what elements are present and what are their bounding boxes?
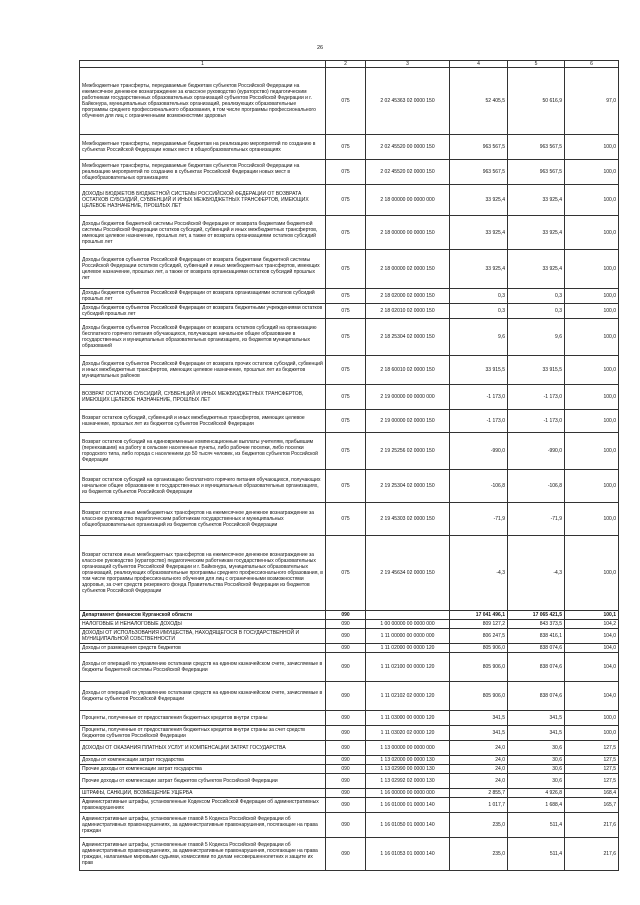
row-description: Департамент финансов Курганской области	[80, 611, 326, 620]
row-actual-amount: 0,3	[508, 289, 565, 304]
row-percent: 104,2	[565, 620, 619, 629]
row-classification-code: 2 19 45634 02 0000 150	[366, 536, 450, 611]
row-actual-amount: 33 915,5	[508, 356, 565, 385]
row-classification-code: 1 11 03000 00 0000 120	[366, 711, 450, 726]
row-classification-code: 2 02 45363 02 0000 150	[366, 68, 450, 135]
revenue-table	[79, 60, 619, 871]
table-row	[80, 410, 619, 433]
row-plan-amount: 806 247,5	[450, 629, 508, 644]
row-actual-amount: 30,6	[508, 765, 565, 774]
row-actual-amount: 341,5	[508, 726, 565, 741]
row-plan-amount: 0,3	[450, 289, 508, 304]
row-classification-code: 1 11 02000 00 0000 120	[366, 644, 450, 653]
row-plan-amount: 52 405,5	[450, 68, 508, 135]
row-percent: 104,0	[565, 644, 619, 653]
row-description: Доходы от размещения средств бюджетов	[80, 644, 326, 653]
table-row	[80, 536, 619, 611]
row-percent: 100,0	[565, 250, 619, 289]
row-classification-code: 2 18 02010 02 0000 150	[366, 304, 450, 319]
row-actual-amount: 843 373,5	[508, 620, 565, 629]
row-description: Доходы бюджетов субъектов Российской Федерации от возврата организациями остатков субсидий прошлых лет	[80, 289, 326, 304]
row-actual-amount: 838 074,6	[508, 682, 565, 711]
row-description: Проценты, полученные от предоставления бюджетных кредитов внутри страны за счет средств бюджетов субъектов Российской Федерации	[80, 726, 326, 741]
row-description: Межбюджетные трансферты, передаваемые бюджетам субъектов Российской Федерации на ежемесячное денежное вознаграждение за классное руководство (кураторство) педагогическим работникам государственных образовательных организаций субъектов Российской Федерации и г. Байконура, муниципальных образовательных организаций, реализующих образовательные программы среднего профессионального образования, в том числе программы профессионального обучения для лиц с ограниченными возможностями здоровья	[80, 68, 326, 135]
row-admin-code: 090	[326, 798, 366, 813]
row-classification-code: 2 18 25304 02 0000 150	[366, 319, 450, 356]
row-admin-code: 075	[326, 250, 366, 289]
row-actual-amount: -1 173,0	[508, 410, 565, 433]
row-plan-amount: 341,5	[450, 726, 508, 741]
row-description: Доходы бюджетов субъектов Российской Федерации от возврата бюджетами бюджетной системы Российской Федерации остатков субсидий, субвенций и иных межбюджетных трансфертов, имеющих целевое назначение, прошлых лет, а также от возврата организациями остатков субсидий прошлых лет	[80, 250, 326, 289]
table-row	[80, 289, 619, 304]
row-percent: 100,0	[565, 503, 619, 536]
row-percent: 100,0	[565, 385, 619, 410]
row-actual-amount: 838 074,6	[508, 653, 565, 682]
row-description: Доходы бюджетов бюджетной системы Российской Федерации от возврата бюджетами бюджетной системы Российской Федерации остатков субсидий, субвенций и иных межбюджетных трансфертов, имеющих целевое назначение, прошлых лет, а также от возврата организациями остатков субсидий прошлых лет	[80, 216, 326, 250]
row-classification-code: 1 11 02100 00 0000 120	[366, 653, 450, 682]
row-percent: 100,0	[565, 536, 619, 611]
row-actual-amount: 30,6	[508, 741, 565, 756]
row-plan-amount: 805 906,0	[450, 653, 508, 682]
row-admin-code: 075	[326, 410, 366, 433]
row-actual-amount: 30,6	[508, 756, 565, 765]
row-classification-code	[366, 611, 450, 620]
row-plan-amount: -1 173,0	[450, 410, 508, 433]
row-actual-amount: 33 925,4	[508, 216, 565, 250]
row-plan-amount: 235,0	[450, 838, 508, 871]
row-admin-code: 075	[326, 470, 366, 503]
row-actual-amount: 511,4	[508, 813, 565, 838]
row-description: Возврат остатков субсидий, субвенций и иных межбюджетных трансфертов, имеющих целевое назначение, прошлых лет из бюджетов субъектов Российской Федерации	[80, 410, 326, 433]
row-description: Доходы бюджетов субъектов Российской Федерации от возврата прочих остатков субсидий, субвенций и иных межбюджетных трансфертов, имеющих целевое назначение, прошлых лет из бюджетов муниципальных районов	[80, 356, 326, 385]
row-plan-amount: 809 127,2	[450, 620, 508, 629]
table-row	[80, 756, 619, 765]
row-classification-code: 2 19 00000 02 0000 150	[366, 410, 450, 433]
table-row	[80, 726, 619, 741]
page-number: 26	[316, 45, 324, 51]
table-row	[80, 629, 619, 644]
row-description: НАЛОГОВЫЕ И НЕНАЛОГОВЫЕ ДОХОДЫ	[80, 620, 326, 629]
row-classification-code: 2 19 25304 02 0000 150	[366, 470, 450, 503]
row-admin-code: 090	[326, 838, 366, 871]
row-actual-amount: -71,9	[508, 503, 565, 536]
table-row	[80, 385, 619, 410]
row-percent: 100,0	[565, 356, 619, 385]
row-classification-code: 1 11 03020 02 0000 120	[366, 726, 450, 741]
row-description: ШТРАФЫ, САНКЦИИ, ВОЗМЕЩЕНИЕ УЩЕРБА	[80, 789, 326, 798]
row-percent: 217,6	[565, 838, 619, 871]
row-percent: 100,0	[565, 410, 619, 433]
row-admin-code: 090	[326, 789, 366, 798]
row-classification-code: 2 18 60010 02 0000 150	[366, 356, 450, 385]
row-plan-amount: 24,0	[450, 774, 508, 789]
row-actual-amount: 0,3	[508, 304, 565, 319]
table-row	[80, 433, 619, 470]
row-percent: 168,4	[565, 789, 619, 798]
row-classification-code: 1 11 02102 02 0000 120	[366, 682, 450, 711]
row-admin-code: 075	[326, 304, 366, 319]
row-actual-amount: -990,0	[508, 433, 565, 470]
row-plan-amount: 963 567,5	[450, 160, 508, 185]
row-description: Возврат остатков субсидий на единовременные компенсационные выплаты учителям, прибывшим (переехавшим) на работу в сельские населенные пункты, либо рабочие поселки, либо поселки городского типа, либо города с населением до 50 тысяч человек, из бюджетов субъектов Российской Федерации	[80, 433, 326, 470]
row-actual-amount: -106,8	[508, 470, 565, 503]
row-admin-code: 090	[326, 611, 366, 620]
row-classification-code: 1 16 01053 01 0000 140	[366, 838, 450, 871]
row-admin-code: 090	[326, 644, 366, 653]
row-description: Межбюджетные трансферты, передаваемые бюджетам субъектов Российской Федерации на реализацию мероприятий по созданию в субъектах Российской Федерации новых мест в общеобразовательных организациях	[80, 160, 326, 185]
row-description: ДОХОДЫ ОТ ОКАЗАНИЯ ПЛАТНЫХ УСЛУГ И КОМПЕНСАЦИИ ЗАТРАТ ГОСУДАРСТВА	[80, 741, 326, 756]
row-description: Доходы от операций по управлению остатками средств на едином казначейском счете, зачисляемые в бюджеты бюджетной системы Российской Федерации	[80, 653, 326, 682]
row-admin-code: 090	[326, 711, 366, 726]
row-admin-code: 075	[326, 319, 366, 356]
table-row	[80, 682, 619, 711]
row-classification-code: 2 19 00000 00 0000 000	[366, 385, 450, 410]
row-admin-code: 075	[326, 135, 366, 160]
row-description: Доходы бюджетов субъектов Российской Федерации от возврата остатков субсидий на организацию бесплатного горячего питания обучающихся, получающих начальное общее образование в государственных и муниципальных образовательных организациях, из бюджетов муниципальных образований	[80, 319, 326, 356]
row-admin-code: 090	[326, 756, 366, 765]
row-actual-amount: 838 074,6	[508, 644, 565, 653]
row-classification-code: 2 18 02000 02 0000 150	[366, 289, 450, 304]
row-admin-code: 090	[326, 726, 366, 741]
row-classification-code: 1 13 02000 00 0000 130	[366, 756, 450, 765]
table-row	[80, 838, 619, 871]
row-actual-amount: 963 567,5	[508, 160, 565, 185]
table-row	[80, 789, 619, 798]
row-percent: 104,0	[565, 653, 619, 682]
row-actual-amount: -4,3	[508, 536, 565, 611]
row-description: Проценты, полученные от предоставления бюджетных кредитов внутри страны	[80, 711, 326, 726]
row-plan-amount: -1 173,0	[450, 385, 508, 410]
row-plan-amount: 0,3	[450, 304, 508, 319]
row-plan-amount: 805 906,0	[450, 644, 508, 653]
row-actual-amount: 1 688,4	[508, 798, 565, 813]
row-description: ДОХОДЫ ОТ ИСПОЛЬЗОВАНИЯ ИМУЩЕСТВА, НАХОДЯЩЕГОСЯ В ГОСУДАРСТВЕННОЙ И МУНИЦИПАЛЬНОЙ СОБСТВЕННОСТИ	[80, 629, 326, 644]
column-number-row	[80, 61, 619, 68]
row-description: Возврат остатков иных межбюджетных трансфертов на ежемесячное денежное вознаграждение за классное руководство педагогическим работникам государственных и муниципальных общеобразовательных организаций из бюджетов субъектов Российской Федерации	[80, 503, 326, 536]
row-admin-code: 075	[326, 536, 366, 611]
row-classification-code: 2 02 45520 02 0000 150	[366, 160, 450, 185]
row-percent: 100,0	[565, 433, 619, 470]
row-plan-amount: 1 017,7	[450, 798, 508, 813]
row-admin-code: 075	[326, 160, 366, 185]
row-description: Межбюджетные трансферты, передаваемые бюджетам на реализацию мероприятий по созданию в субъектах Российской Федерации новых мест в общеобразовательных организациях	[80, 135, 326, 160]
row-actual-amount: 30,6	[508, 774, 565, 789]
row-admin-code: 090	[326, 620, 366, 629]
row-description: ВОЗВРАТ ОСТАТКОВ СУБСИДИЙ, СУБВЕНЦИЙ И ИНЫХ МЕЖБЮДЖЕТНЫХ ТРАНСФЕРТОВ, ИМЕЮЩИХ ЦЕЛЕВОЕ НАЗНАЧЕНИЕ, ПРОШЛЫХ ЛЕТ	[80, 385, 326, 410]
table-row	[80, 68, 619, 135]
table-row	[80, 304, 619, 319]
column-header-6: 6	[565, 61, 619, 68]
row-classification-code: 2 18 00000 00 0000 150	[366, 216, 450, 250]
column-header-4: 4	[450, 61, 508, 68]
row-percent: 100,0	[565, 289, 619, 304]
row-actual-amount: 33 925,4	[508, 185, 565, 216]
table-row	[80, 813, 619, 838]
row-percent: 165,7	[565, 798, 619, 813]
row-classification-code: 1 13 00000 00 0000 000	[366, 741, 450, 756]
row-plan-amount: 17 041 496,1	[450, 611, 508, 620]
row-percent: 104,0	[565, 629, 619, 644]
row-plan-amount: 341,5	[450, 711, 508, 726]
row-percent: 100,0	[565, 319, 619, 356]
row-plan-amount: 9,6	[450, 319, 508, 356]
row-admin-code: 090	[326, 653, 366, 682]
row-plan-amount: 24,0	[450, 756, 508, 765]
row-classification-code: 2 18 00000 02 0000 150	[366, 250, 450, 289]
row-classification-code: 1 13 02990 00 0000 130	[366, 765, 450, 774]
row-classification-code: 1 16 01000 01 0000 140	[366, 798, 450, 813]
table-row	[80, 644, 619, 653]
table-row	[80, 765, 619, 774]
row-description: Доходы бюджетов субъектов Российской Федерации от возврата бюджетными учреждениями остатков субсидий прошлых лет	[80, 304, 326, 319]
row-percent: 100,0	[565, 160, 619, 185]
row-description: Доходы от операций по управлению остатками средств на едином казначейском счете, зачисляемые в бюджеты субъектов Российской Федерации	[80, 682, 326, 711]
row-classification-code: 2 19 45303 02 0000 150	[366, 503, 450, 536]
row-plan-amount: 24,0	[450, 741, 508, 756]
row-description: ДОХОДЫ БЮДЖЕТОВ БЮДЖЕТНОЙ СИСТЕМЫ РОССИЙСКОЙ ФЕДЕРАЦИИ ОТ ВОЗВРАТА ОСТАТКОВ СУБСИДИЙ, СУБВЕНЦИЙ И ИНЫХ МЕЖБЮДЖЕТНЫХ ТРАНСФЕРТОВ, ИМЕЮЩИХ ЦЕЛЕВОЕ НАЗНАЧЕНИЕ, ПРОШЛЫХ ЛЕТ	[80, 185, 326, 216]
table-row	[80, 711, 619, 726]
row-admin-code: 090	[326, 813, 366, 838]
column-header-2: 2	[326, 61, 366, 68]
table-row	[80, 503, 619, 536]
table-row	[80, 135, 619, 160]
row-percent: 100,0	[565, 470, 619, 503]
row-admin-code: 090	[326, 629, 366, 644]
table-row	[80, 160, 619, 185]
row-classification-code: 2 18 00000 00 0000 000	[366, 185, 450, 216]
row-percent: 127,5	[565, 774, 619, 789]
row-plan-amount: 33 925,4	[450, 250, 508, 289]
row-description: Прочие доходы от компенсации затрат государства	[80, 765, 326, 774]
table-row	[80, 620, 619, 629]
row-plan-amount: -106,8	[450, 470, 508, 503]
row-plan-amount: 33 925,4	[450, 216, 508, 250]
row-actual-amount: 50 616,9	[508, 68, 565, 135]
row-actual-amount: 963 567,5	[508, 135, 565, 160]
row-percent: 217,6	[565, 813, 619, 838]
row-description: Прочие доходы от компенсации затрат бюджетов субъектов Российской Федерации	[80, 774, 326, 789]
row-plan-amount: 963 567,5	[450, 135, 508, 160]
row-plan-amount: 2 855,7	[450, 789, 508, 798]
row-classification-code: 1 13 02992 02 0000 130	[366, 774, 450, 789]
row-plan-amount: 235,0	[450, 813, 508, 838]
row-actual-amount: 33 925,4	[508, 250, 565, 289]
row-actual-amount: 9,6	[508, 319, 565, 356]
row-actual-amount: -1 173,0	[508, 385, 565, 410]
column-header-1: 1	[80, 61, 326, 68]
row-classification-code: 1 11 00000 00 0000 000	[366, 629, 450, 644]
table-row	[80, 216, 619, 250]
row-admin-code: 075	[326, 185, 366, 216]
row-percent: 100,0	[565, 711, 619, 726]
row-plan-amount: 805 906,0	[450, 682, 508, 711]
row-percent: 127,5	[565, 741, 619, 756]
row-classification-code: 1 00 00000 00 0000 000	[366, 620, 450, 629]
row-admin-code: 090	[326, 774, 366, 789]
row-admin-code: 075	[326, 216, 366, 250]
row-percent: 100,0	[565, 135, 619, 160]
table-row	[80, 653, 619, 682]
row-description: Доходы от компенсации затрат государства	[80, 756, 326, 765]
table-row	[80, 741, 619, 756]
row-plan-amount: -4,3	[450, 536, 508, 611]
row-admin-code: 090	[326, 765, 366, 774]
row-percent: 100,0	[565, 304, 619, 319]
row-percent: 104,0	[565, 682, 619, 711]
row-description: Административные штрафы, установленные Кодексом Российской Федерации об административных правонарушениях	[80, 798, 326, 813]
row-actual-amount: 4 926,8	[508, 789, 565, 798]
row-plan-amount: 24,0	[450, 765, 508, 774]
row-actual-amount: 341,5	[508, 711, 565, 726]
row-percent: 100,0	[565, 726, 619, 741]
table-row	[80, 798, 619, 813]
table-row	[80, 611, 619, 620]
row-admin-code: 075	[326, 385, 366, 410]
row-plan-amount: 33 915,5	[450, 356, 508, 385]
row-classification-code: 1 16 00000 00 0000 000	[366, 789, 450, 798]
row-plan-amount: -990,0	[450, 433, 508, 470]
row-admin-code: 090	[326, 682, 366, 711]
table-row	[80, 319, 619, 356]
row-admin-code: 075	[326, 68, 366, 135]
row-classification-code: 1 16 01050 01 0000 140	[366, 813, 450, 838]
row-percent: 97,0	[565, 68, 619, 135]
column-header-5: 5	[508, 61, 565, 68]
row-admin-code: 075	[326, 503, 366, 536]
row-admin-code: 075	[326, 289, 366, 304]
row-actual-amount: 838 416,1	[508, 629, 565, 644]
row-description: Административные штрафы, установленные главой 5 Кодекса Российской Федерации об административных правонарушениях, за административные правонарушения, посягающие на права граждан	[80, 813, 326, 838]
row-admin-code: 075	[326, 433, 366, 470]
row-percent: 100,0	[565, 185, 619, 216]
table-row	[80, 185, 619, 216]
row-description: Возврат остатков субсидий на организацию бесплатного горячего питания обучающихся, получающих начальное общее образование в государственных и муниципальных образовательных организациях, из бюджетов субъектов Российской Федерации	[80, 470, 326, 503]
row-percent: 127,5	[565, 756, 619, 765]
row-classification-code: 2 19 25256 02 0000 150	[366, 433, 450, 470]
row-percent: 100,0	[565, 216, 619, 250]
table-row	[80, 470, 619, 503]
row-description: Возврат остатков иных межбюджетных трансфертов на ежемесячное денежное вознаграждение за классное руководство (кураторство) педагогическим работникам государственных образовательных организаций субъектов Российской Федерации и г. Байконура, муниципальных образовательных организаций, реализующих образовательные программы среднего профессионального образования, в том числе программы профессионального обучения для лиц с ограниченными возможностями здоровья, за счет средств резервного фонда Правительства Российской Федерации из бюджетов субъектов Российской Федерации	[80, 536, 326, 611]
row-admin-code: 090	[326, 741, 366, 756]
row-percent: 127,5	[565, 765, 619, 774]
row-admin-code: 075	[326, 356, 366, 385]
row-description: Административные штрафы, установленные главой 5 Кодекса Российской Федерации об административных правонарушениях, за административные правонарушения, посягающие на права граждан, налагаемые мировыми судьями, комиссиями по делам несовершеннолетних и защите их прав	[80, 838, 326, 871]
table-row	[80, 250, 619, 289]
row-classification-code: 2 02 45520 00 0000 150	[366, 135, 450, 160]
row-actual-amount: 17 065 421,5	[508, 611, 565, 620]
table-row	[80, 774, 619, 789]
row-plan-amount: -71,9	[450, 503, 508, 536]
row-plan-amount: 33 925,4	[450, 185, 508, 216]
row-actual-amount: 511,4	[508, 838, 565, 871]
row-percent: 100,1	[565, 611, 619, 620]
table-row	[80, 356, 619, 385]
column-header-3: 3	[366, 61, 450, 68]
